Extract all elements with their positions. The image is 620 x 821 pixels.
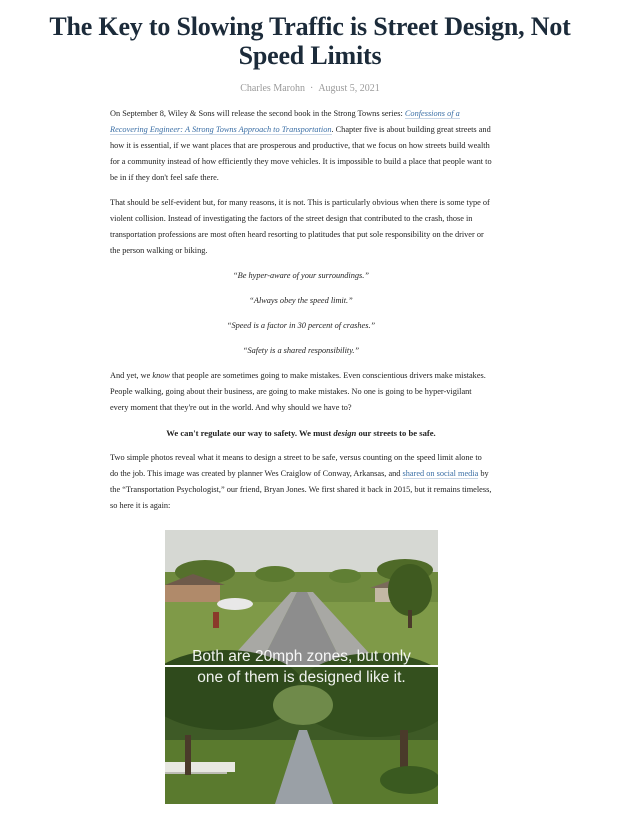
quote-4: “Safety is a shared responsibility.”	[242, 346, 360, 355]
author-name[interactable]: Charles Marohn	[240, 83, 305, 94]
paragraph-1	[110, 106, 492, 186]
photo-caption-line-1: Both are 20mph zones, but only	[192, 648, 411, 665]
paragraph-1-text-a: On September 8, Wiley & Sons will release the second book in the Strong Towns series:	[110, 109, 405, 118]
article-body	[110, 106, 492, 514]
photo-caption-line-2: one of them is designed like it.	[197, 669, 406, 686]
paragraph-1-text-b: . Chapter five is about building great streets and how it is essential, if we want places that are prosperous and productive, that we focus on how streets build wealth for a community instead of how efficiently they move vehicles. It is impossible to build a place that people want to be in if they don't feel safe there.	[110, 125, 492, 182]
paragraph-3-text-a: And yet, we	[110, 371, 153, 380]
book-link[interactable]: Confessions of a Recovering Engineer: A Strong Towns Approach to Transportation	[110, 109, 460, 134]
paragraph-4-text-a: Two simple photos reveal what it means to design a street to be safe, versus counting on the speed limit alone to do the job. This image was created by planner Wes Craiglow of Conway, Arkansas, and	[110, 453, 482, 478]
publish-date: August 5, 2021	[318, 83, 380, 94]
callout-text-a: We can't regulate our way to safety. We must	[166, 428, 334, 438]
street-photos-illustration	[165, 530, 438, 804]
callout-text-b: our streets to be safe.	[356, 428, 436, 438]
paragraph-3	[110, 368, 492, 416]
paragraph-4	[110, 450, 492, 514]
byline	[0, 83, 620, 94]
quote-2: “Always obey the speed limit.”	[249, 296, 353, 305]
paragraph-4-text-b: by the “Transportation Psychologist,” our friend, Bryan Jones. We first shared it back in 2015, but it remains timeless, so here it is again:	[110, 469, 492, 510]
paragraph-3-emphasis: know	[152, 371, 170, 380]
social-media-link[interactable]: shared on social media	[402, 469, 479, 478]
quote-3: “Speed is a factor in 30 percent of crashes.”	[226, 321, 376, 330]
paragraph-2: That should be self-evident but, for many reasons, it is not. This is particularly obvious when there is some type of violent collision. Instead of investigating the factors of the street design that contributed to the crash, those in transportation professions are most often heard resorting to platitudes that put sole responsibility on the driver or the person walking or biking.	[110, 198, 490, 255]
comparison-photo	[165, 530, 438, 804]
callout-emphasis: design	[333, 428, 357, 438]
paragraph-3-text-b: that people are sometimes going to make mistakes. Even conscientious drivers make mistakes. People walking, going about their business, are going to make mistakes. No one is going to be hyper-vigilant every moment that they're out in the world. And why should we have to?	[110, 371, 486, 412]
article-title: The Key to Slowing Traffic is Street Design, Not Speed Limits	[49, 12, 571, 70]
quote-1: “Be hyper-aware of your surroundings.”	[233, 271, 369, 280]
callout-statement	[110, 425, 492, 441]
byline-separator: ·	[309, 83, 314, 94]
